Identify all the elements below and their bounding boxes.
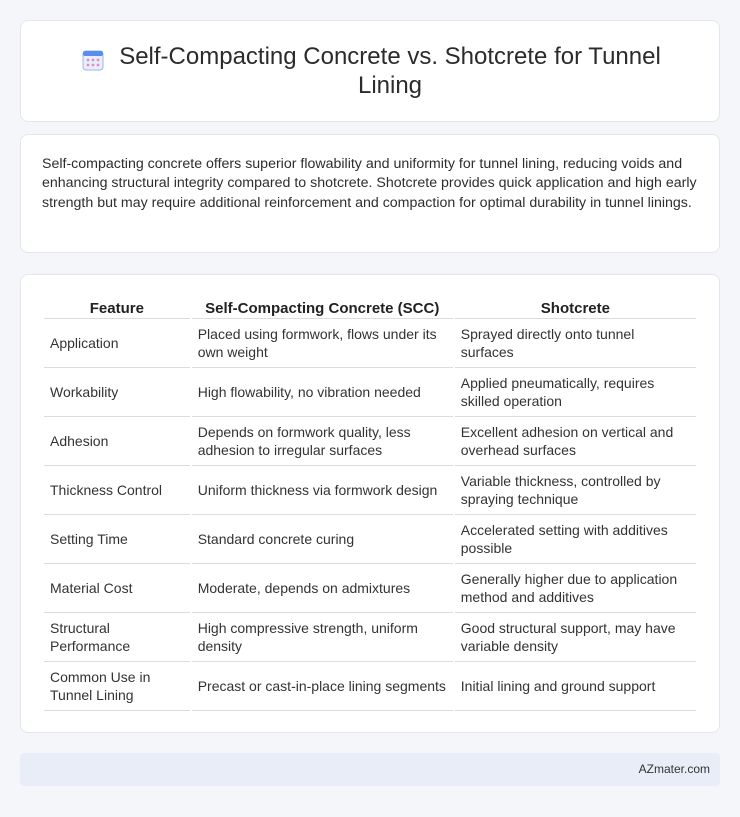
scc-cell: Moderate, depends on admixtures bbox=[192, 564, 453, 613]
feature-cell: Thickness Control bbox=[44, 466, 190, 515]
column-header-feature: Feature bbox=[44, 295, 190, 319]
footer-site-link[interactable]: AZmater.com bbox=[638, 762, 710, 776]
header-card bbox=[20, 20, 720, 122]
scc-cell: High flowability, no vibration needed bbox=[192, 368, 453, 417]
shotcrete-cell: Good structural support, may have variable density bbox=[455, 613, 696, 662]
feature-cell: Adhesion bbox=[44, 417, 190, 466]
table-row bbox=[44, 564, 696, 613]
shotcrete-cell: Excellent adhesion on vertical and overhead surfaces bbox=[455, 417, 696, 466]
scc-cell: Precast or cast-in-place lining segments bbox=[192, 662, 453, 711]
feature-cell: Workability bbox=[44, 368, 190, 417]
shotcrete-cell: Initial lining and ground support bbox=[455, 662, 696, 711]
table-row bbox=[44, 417, 696, 466]
scc-cell: High compressive strength, uniform density bbox=[192, 613, 453, 662]
column-header-scc: Self-Compacting Concrete (SCC) bbox=[192, 295, 453, 319]
page-title: Self-Compacting Concrete vs. Shotcrete for Tunnel Lining bbox=[119, 43, 661, 99]
shotcrete-cell: Sprayed directly onto tunnel surfaces bbox=[455, 319, 696, 368]
comparison-table-card bbox=[20, 274, 720, 733]
feature-cell: Setting Time bbox=[44, 515, 190, 564]
feature-cell: Structural Performance bbox=[44, 613, 190, 662]
feature-cell: Material Cost bbox=[44, 564, 190, 613]
scc-cell: Depends on formwork quality, less adhesion to irregular surfaces bbox=[192, 417, 453, 466]
summary-text: Self-compacting concrete offers superior flowability and uniformity for tunnel lining, reducing voids and enhancing structural integrity compared to shotcrete. Shotcrete provides quick application and high early strength but may require additional reinforcement and compaction for optimal durability in tunnel linings. bbox=[42, 156, 697, 211]
table-row bbox=[44, 662, 696, 711]
scc-cell: Uniform thickness via formwork design bbox=[192, 466, 453, 515]
shotcrete-cell: Accelerated setting with additives possible bbox=[455, 515, 696, 564]
summary-card bbox=[20, 134, 720, 253]
shotcrete-cell: Generally higher due to application method and additives bbox=[455, 564, 696, 613]
comparison-table bbox=[42, 295, 698, 711]
shotcrete-cell: Applied pneumatically, requires skilled operation bbox=[455, 368, 696, 417]
table-row bbox=[44, 368, 696, 417]
feature-cell: Common Use in Tunnel Lining bbox=[44, 662, 190, 711]
scc-cell: Placed using formwork, flows under its own weight bbox=[192, 319, 453, 368]
shotcrete-cell: Variable thickness, controlled by spraying technique bbox=[455, 466, 696, 515]
feature-cell: Application bbox=[44, 319, 190, 368]
footer-bar bbox=[20, 753, 720, 786]
table-row bbox=[44, 515, 696, 564]
table-row bbox=[44, 613, 696, 662]
table-header-row bbox=[44, 295, 696, 319]
table-row bbox=[44, 319, 696, 368]
scc-cell: Standard concrete curing bbox=[192, 515, 453, 564]
table-row bbox=[44, 466, 696, 515]
column-header-shotcrete: Shotcrete bbox=[455, 295, 696, 319]
